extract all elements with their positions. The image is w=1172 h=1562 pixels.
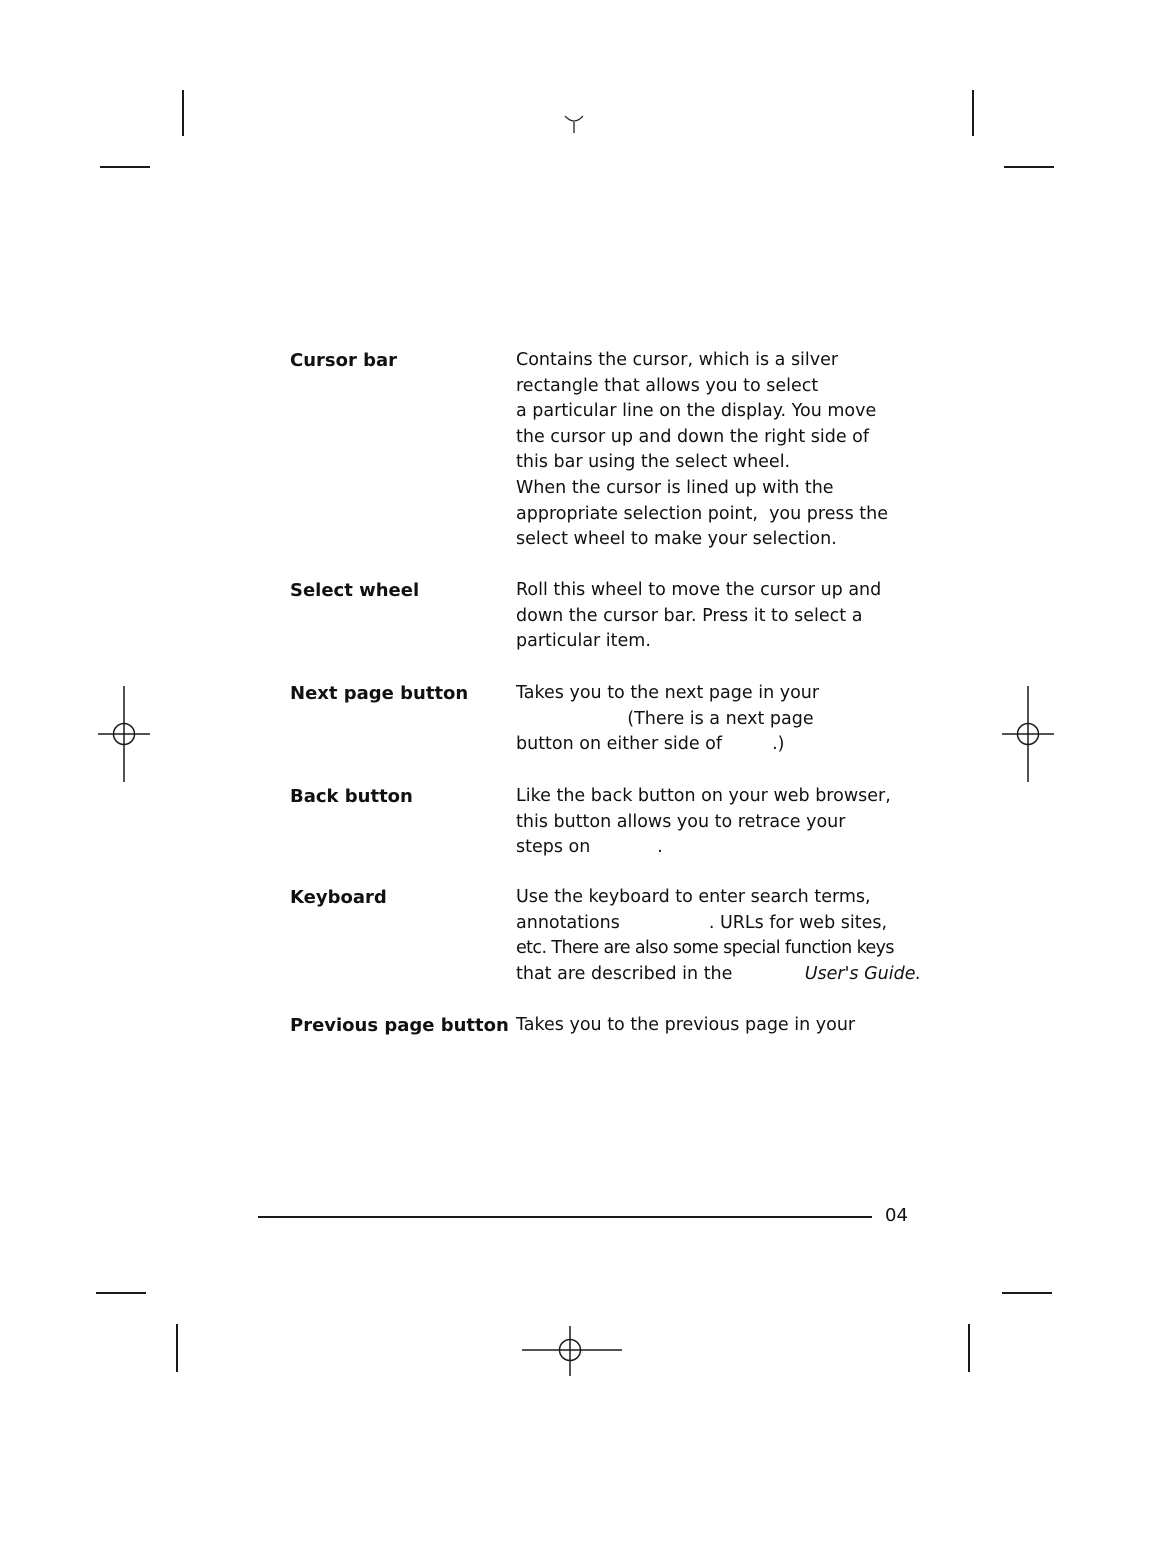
term-description <box>516 1013 896 1039</box>
crop-mark-bottom-left-vertical <box>176 1324 178 1372</box>
description-line: (There is a next page <box>516 708 814 729</box>
description-line: Takes you to the next page in your <box>516 683 820 703</box>
registration-mark-right <box>1002 686 1054 782</box>
description-line: appropriate selection point, you press the <box>516 503 888 524</box>
footer-rule <box>258 1216 872 1218</box>
term-label: Select wheel <box>290 580 420 601</box>
description-line: button on either side of .) <box>516 734 785 755</box>
term-label: Back button <box>290 786 413 807</box>
description-line: select wheel to make your selection. <box>516 529 837 550</box>
crop-mark-top-left-vertical <box>182 90 184 136</box>
term-description <box>516 348 896 553</box>
registration-mark-left <box>98 686 150 782</box>
description-line: steps on . <box>516 837 663 858</box>
description-line: Contains the cursor, which is a silver <box>516 350 839 370</box>
crop-mark-top-right-vertical <box>972 90 974 136</box>
term-label: Keyboard <box>290 887 387 908</box>
description-line-text: that are described in the <box>516 963 805 984</box>
description-line: Roll this wheel to move the cursor up and <box>516 580 882 600</box>
description-line: When the cursor is lined up with the <box>516 477 834 498</box>
term-description <box>516 784 896 861</box>
description-line <box>516 962 922 988</box>
description-line: the cursor up and down the right side of <box>516 426 870 447</box>
crop-mark-top-right-horizontal <box>1004 166 1054 168</box>
registration-glyph-top <box>562 112 586 136</box>
crop-mark-top-left-horizontal <box>100 166 150 168</box>
description-line: down the cursor bar. Press it to select a <box>516 605 863 626</box>
crop-mark-bottom-right-horizontal <box>1002 1292 1052 1294</box>
term-label: Next page button <box>290 683 469 704</box>
term-label: Previous page button <box>290 1015 509 1036</box>
term-description <box>516 578 896 655</box>
registration-mark-bottom <box>522 1326 622 1376</box>
description-line: this bar using the select wheel. <box>516 452 791 473</box>
description-line: Like the back button on your web browser, <box>516 786 891 806</box>
description-line: etc. There are also some special function keys <box>516 938 894 959</box>
description-line: annotations . URLs for web sites, <box>516 912 888 933</box>
description-line: Use the keyboard to enter search terms, <box>516 887 871 907</box>
users-guide-title: User's Guide. <box>804 963 922 984</box>
crop-mark-bottom-right-vertical <box>968 1324 970 1372</box>
term-description <box>516 681 896 758</box>
description-line: rectangle that allows you to select <box>516 375 819 396</box>
description-line: this button allows you to retrace your <box>516 811 846 832</box>
description-line: Takes you to the previous page in your <box>516 1015 856 1035</box>
page-number: 04 <box>885 1205 908 1226</box>
crop-mark-bottom-left-horizontal <box>96 1292 146 1294</box>
description-line: a particular line on the display. You move <box>516 401 877 422</box>
term-label: Cursor bar <box>290 350 398 371</box>
term-description <box>516 885 922 987</box>
description-line: particular item. <box>516 631 651 652</box>
